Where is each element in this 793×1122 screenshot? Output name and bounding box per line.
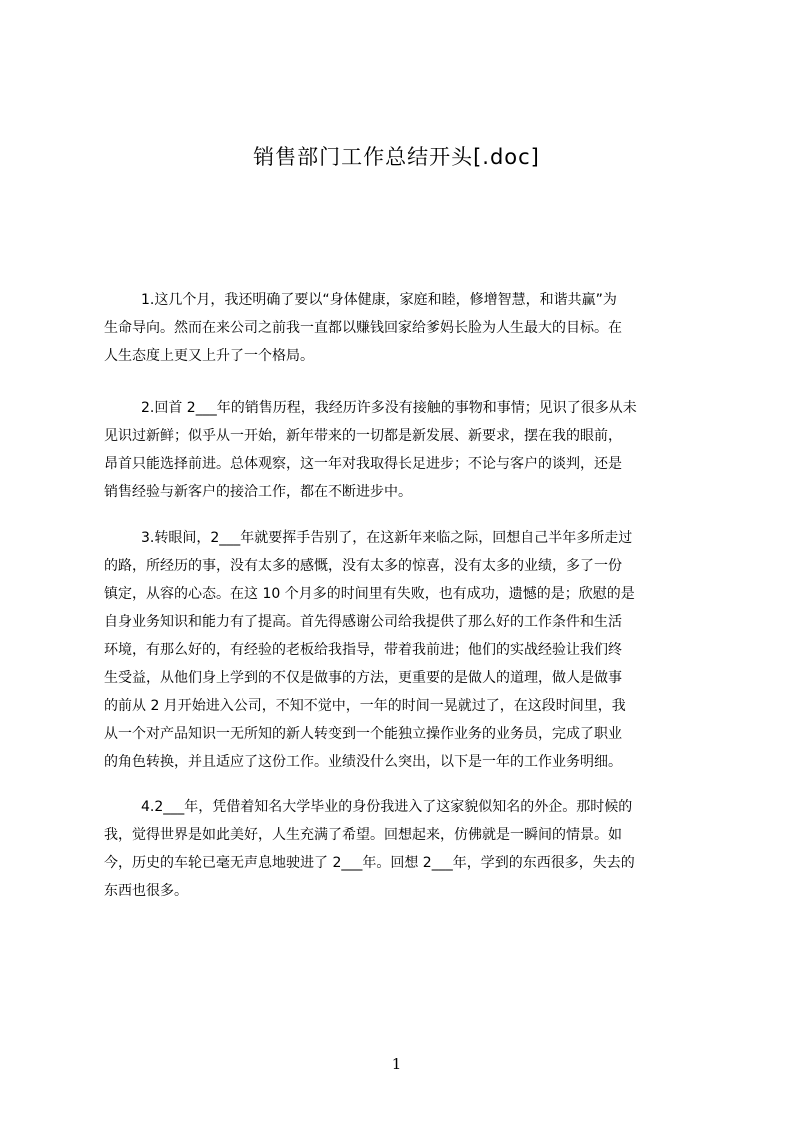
paragraph-line: 东西也很多。 (104, 883, 188, 899)
paragraph-line: 销售经验与新客户的接洽工作，都在不断进步中。 (104, 484, 412, 500)
paragraph-line: 人生态度上更又上升了一个格局。 (104, 348, 314, 364)
paragraph-line: 从一个对产品知识一无所知的新人转变到一个能独立操作业务的业务员，完成了职业 (104, 726, 622, 742)
paragraph-line: 1.这几个月，我还明确了要以“身体健康，家庭和睦，修增智慧，和谐共赢”为 (141, 292, 617, 308)
paragraph-line: 3.转眼间，2___年就要挥手告别了，在这新年来临之际，回想自己半年多所走过 (141, 530, 633, 546)
paragraph-line: 环境，有那么好的，有经验的老板给我指导，带着我前进；他们的实战经验让我们终 (104, 642, 622, 658)
page-number: 1 (391, 1055, 402, 1073)
paragraph-line: 生命导向。然而在来公司之前我一直都以赚钱回家给爹妈长脸为人生最大的目标。在 (104, 320, 622, 336)
paragraph-line: 我，觉得世界是如此美好，人生充满了希望。回想起来，仿佛就是一瞬间的情景。如 (104, 827, 622, 843)
paragraph-line: 自身业务知识和能力有了提高。首先得感谢公司给我提供了那么好的工作条件和生活 (104, 614, 622, 630)
paragraph-4 (104, 793, 698, 905)
paragraph-3 (104, 524, 698, 776)
paragraph-line: 生受益，从他们身上学到的不仅是做事的方法，更重要的是做人的道理，做人是做事 (104, 670, 622, 686)
paragraph-line: 的前从 2 月开始进入公司，不知不觉中，一年的时间一晃就过了，在这段时间里，我 (104, 698, 626, 714)
paragraph-1 (104, 286, 698, 370)
paragraph-line: 2.回首 2___年的销售历程，我经历许多没有接触的事物和事情；见识了很多从未 (141, 400, 637, 416)
document-title: 销售部门工作总结开头[.doc] (253, 145, 540, 169)
paragraph-line: 的路，所经历的事，没有太多的感慨，没有太多的惊喜，没有太多的业绩，多了一份 (104, 558, 622, 574)
paragraph-2 (104, 394, 698, 506)
paragraph-line: 今，历史的车轮已毫无声息地驶进了 2___年。回想 2___年，学到的东西很多，失去的 (104, 855, 635, 871)
paragraph-line: 的角色转换，并且适应了这份工作。业绩没什么突出，以下是一年的工作业务明细。 (104, 754, 622, 770)
paragraph-line: 镇定，从容的心态。在这 10 个月多的时间里有失败，也有成功，遗憾的是；欣慰的是 (104, 586, 635, 602)
paragraph-line: 4.2___年，凭借着知名大学毕业的身份我进入了这家貌似知名的外企。那时候的 (141, 799, 633, 815)
paragraph-line: 昂首只能选择前进。总体观察，这一年对我取得长足进步；不论与客户的谈判，还是 (104, 456, 622, 472)
paragraph-line: 见识过新鲜；似乎从一开始，新年带来的一切都是新发展、新要求，摆在我的眼前， (104, 428, 622, 444)
